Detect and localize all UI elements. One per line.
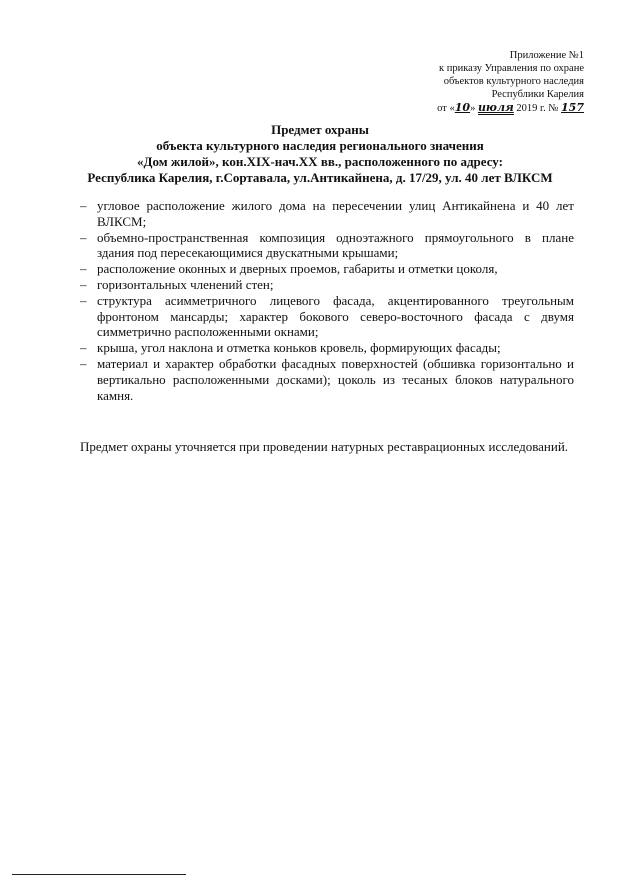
bullet-dash: –	[80, 276, 87, 292]
bullet-dash: –	[80, 355, 87, 371]
annex-order-ref: к приказу Управления по охране	[439, 63, 584, 74]
list-item-text: структура асимметричного лицевого фасада, акцентированного треугольным фронтоном мансарды; характер бокового северо-восточного фасада с двумя симметрично расположенными окнами;	[97, 292, 574, 340]
bullet-dash: –	[80, 292, 87, 308]
title-line-1: Предмет охраны	[271, 122, 369, 137]
title-line-2: объекта культурного наследия регионального значения	[156, 138, 484, 153]
list-item-text: крыша, угол наклона и отметка коньков кровель, формирующих фасады;	[97, 340, 501, 356]
annex-date-line	[437, 101, 584, 115]
list-item	[80, 293, 574, 340]
list-item	[80, 356, 574, 403]
bullet-dash: –	[80, 261, 87, 277]
list-item	[80, 198, 574, 230]
annex-number-handwritten: 157	[561, 101, 584, 114]
annex-month-handwritten: июля	[477, 101, 514, 114]
document-title	[40, 122, 600, 186]
protection-items-list	[80, 198, 574, 403]
title-line-4: Республика Карелия, г.Сортавала, ул.Антикайнена, д. 17/29, ул. 40 лет ВЛКСМ	[87, 170, 553, 185]
list-item-text: расположение оконных и дверных проемов, габариты и отметки цоколя,	[97, 261, 498, 277]
list-item	[80, 230, 574, 262]
annex-date-mid: »	[470, 103, 478, 114]
annex-year: 2019 г. №	[513, 103, 562, 114]
list-item	[80, 261, 574, 277]
footer-divider	[12, 874, 186, 875]
list-item-text: угловое расположение жилого дома на пересечении улиц Антикайнена и 40 лет ВЛКСМ;	[97, 198, 574, 229]
list-item-text: объемно-пространственная композиция одноэтажного прямоугольного в плане здания под пересекающимися двускатными крышами;	[97, 229, 574, 261]
bullet-dash: –	[80, 340, 87, 356]
annex-department: объектов культурного наследия	[443, 76, 584, 87]
annex-title: Приложение №1	[509, 50, 584, 61]
annex-day-handwritten: 10	[454, 101, 471, 114]
list-item-text: горизонтальных членений стен;	[97, 276, 274, 292]
bullet-dash: –	[80, 229, 87, 245]
title-line-3: «Дом жилой», кон.XIX-нач.XX вв., расположенного по адресу:	[137, 154, 503, 169]
annex-date-prefix: от «	[437, 103, 455, 114]
list-item-text: материал и характер обработки фасадных поверхностей (обшивка горизонтально и вертикально расположенными досками); цоколь из тесаных блоков натурального камня.	[97, 355, 574, 403]
annex-region: Республики Карелия	[491, 89, 584, 100]
list-item	[80, 277, 574, 293]
closing-paragraph: Предмет охраны уточняется при проведении натурных реставрационных исследований.	[80, 439, 569, 454]
bullet-dash: –	[80, 198, 87, 213]
annex-header	[437, 49, 584, 115]
list-item	[80, 340, 574, 356]
